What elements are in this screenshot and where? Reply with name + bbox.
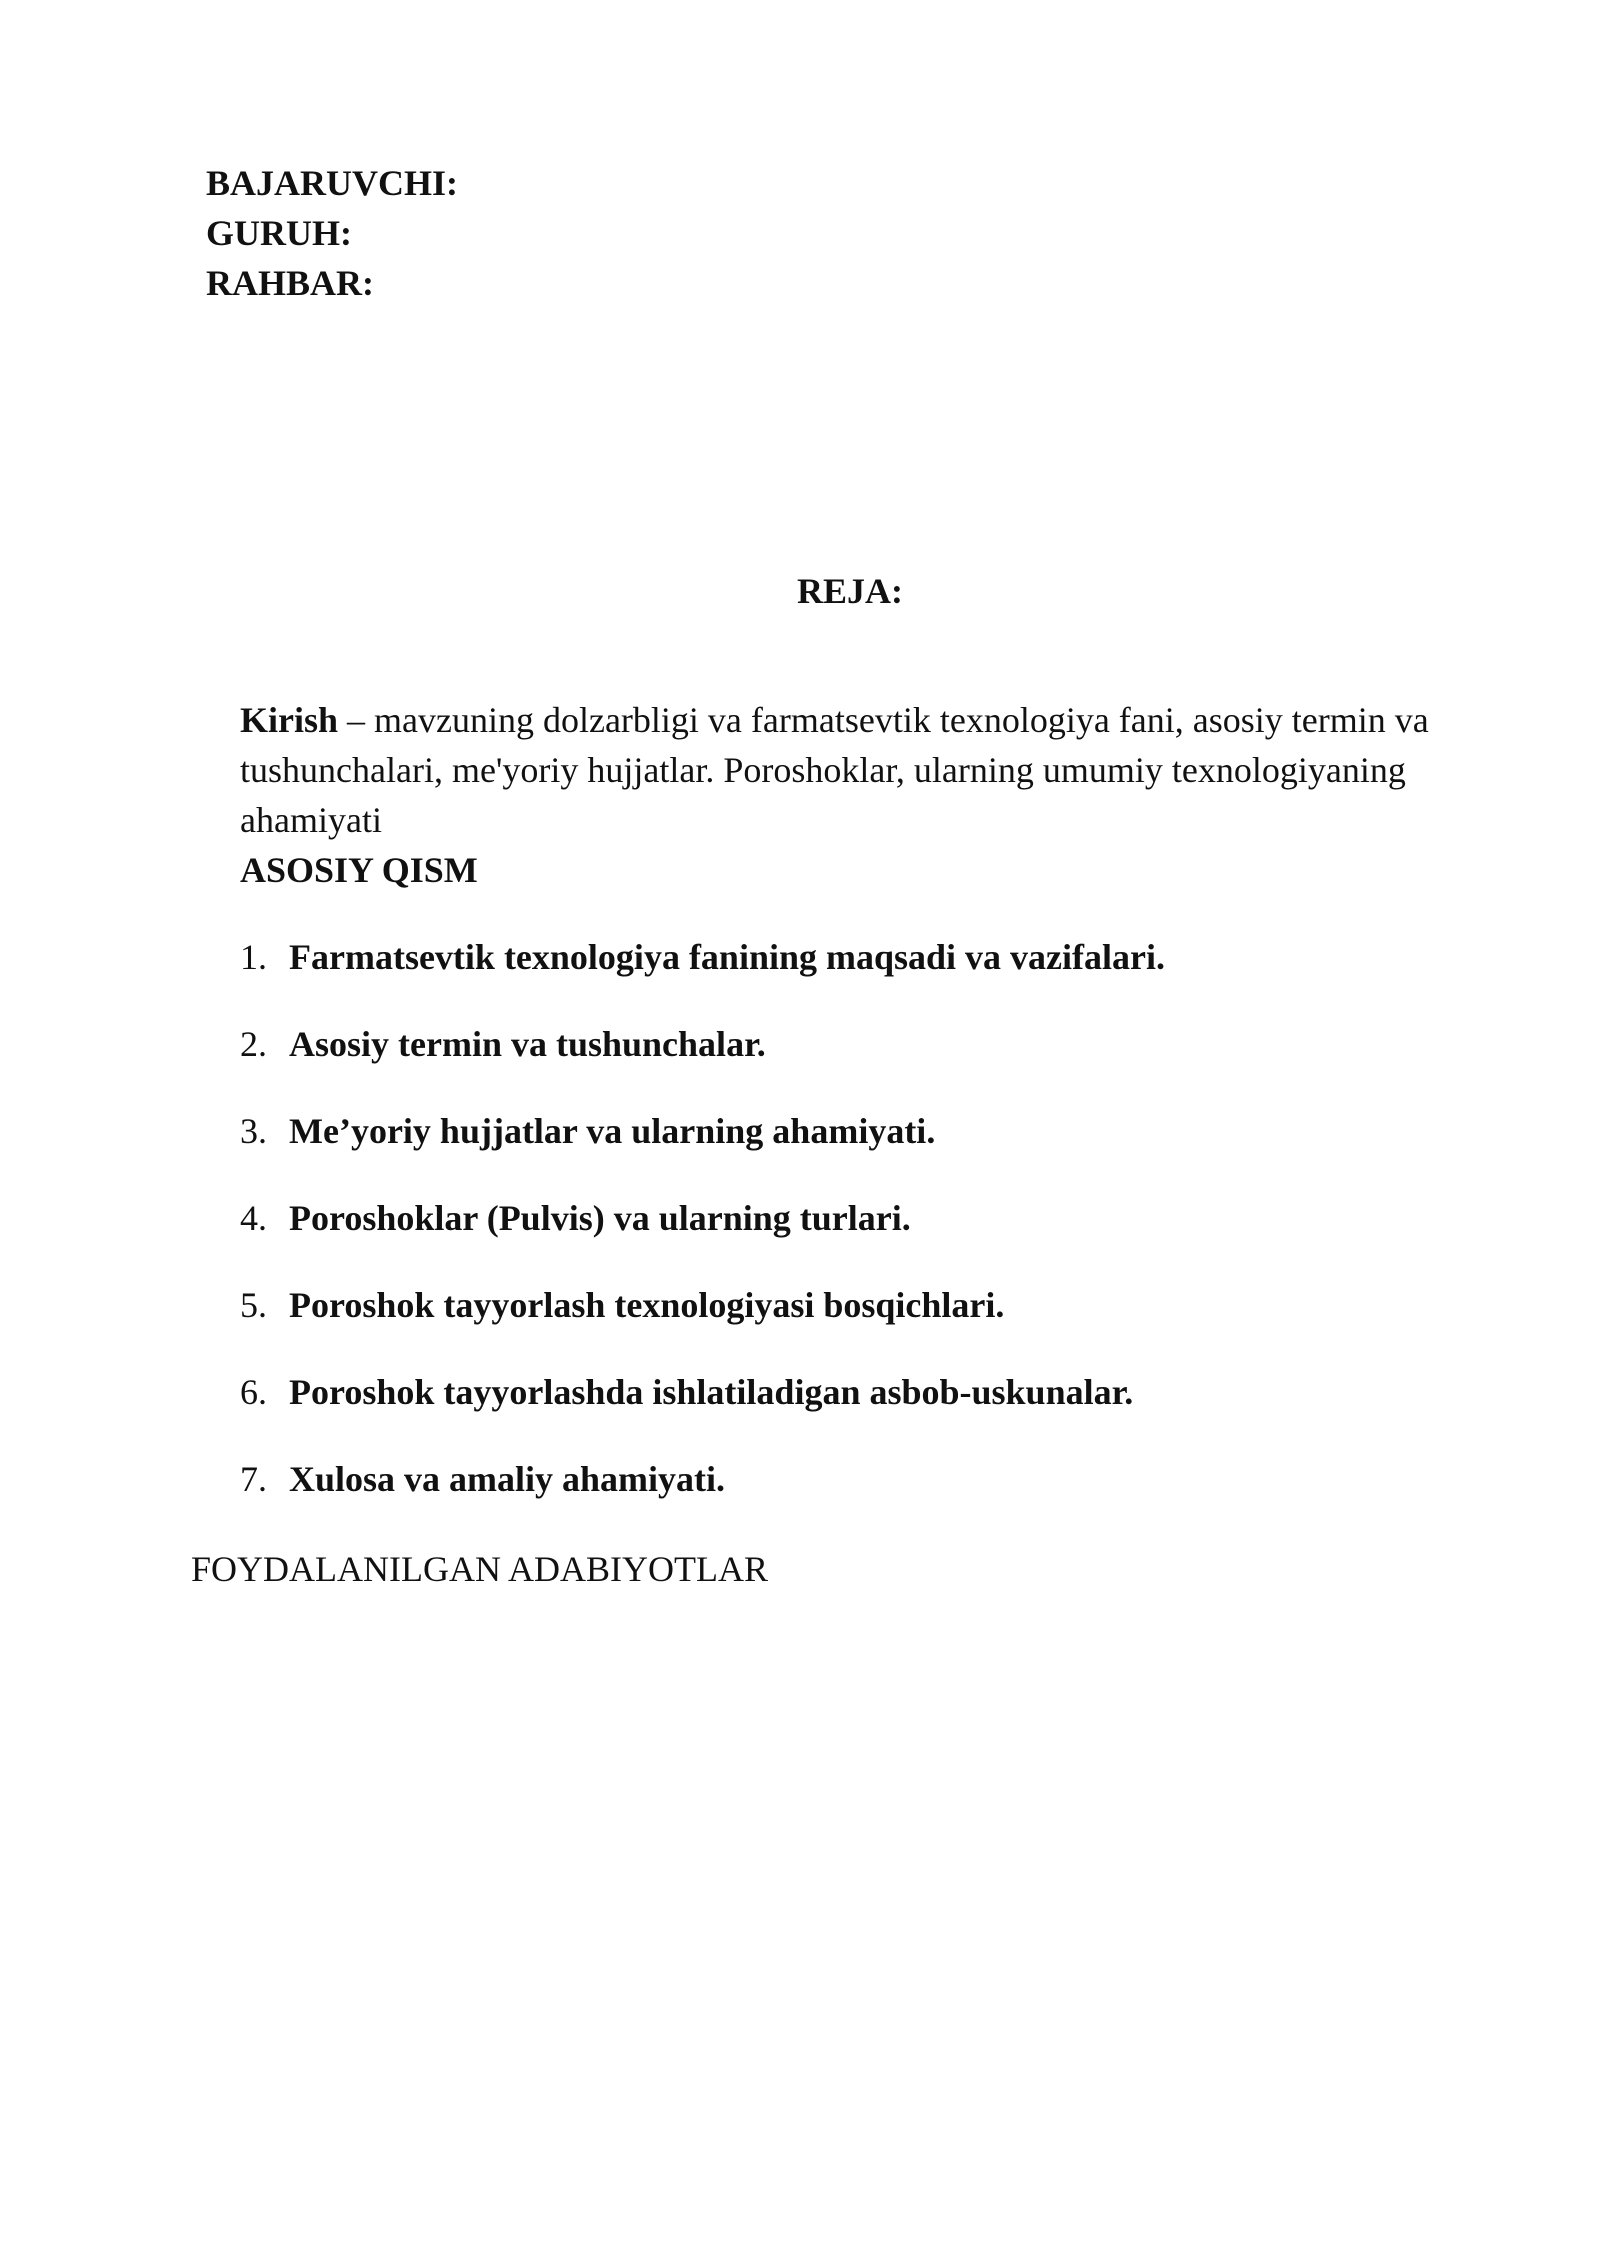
list-item-number: 2. [240, 1024, 267, 1064]
list-item-number: 7. [240, 1459, 267, 1499]
list-item [240, 1367, 1165, 1454]
list-item [240, 932, 1165, 1019]
group-label: GURUH: [206, 213, 352, 253]
intro-text: – mavzuning dolzarbligi va farmatsevtik texnologiya fani, asosiy termin va tushunchalari, me'yoriy hujjatlar. Poroshoklar, ularning umumiy texnologiyaning ahamiyati [240, 700, 1429, 840]
list-item-text: Asosiy termin va tushunchalar. [289, 1024, 766, 1064]
list-item-number: 5. [240, 1285, 267, 1325]
title-page-info [206, 158, 458, 308]
plan-list [240, 932, 1165, 1541]
list-item-text: Farmatsevtik texnologiya fanining maqsadi va vazifalari. [289, 937, 1165, 977]
main-part-heading: ASOSIY QISM [240, 850, 478, 890]
list-item [240, 1193, 1165, 1280]
list-item [240, 1019, 1165, 1106]
list-item [240, 1454, 1165, 1541]
list-item [240, 1106, 1165, 1193]
list-item [240, 1280, 1165, 1367]
list-item-number: 4. [240, 1198, 267, 1238]
supervisor-label: RAHBAR: [206, 263, 374, 303]
list-item-text: Poroshok tayyorlashda ishlatiladigan asbob-uskunalar. [289, 1372, 1134, 1412]
references-heading: FOYDALANILGAN ADABIYOTLAR [191, 1549, 768, 1589]
executor-label: BAJARUVCHI: [206, 163, 458, 203]
list-item-number: 1. [240, 937, 267, 977]
intro-paragraph [240, 695, 1500, 845]
list-item-text: Xulosa va amaliy ahamiyati. [289, 1459, 726, 1499]
plan-title: REJA: [797, 571, 903, 611]
list-item-number: 6. [240, 1372, 267, 1412]
list-item-text: Poroshok tayyorlash texnologiyasi bosqichlari. [289, 1285, 1005, 1325]
list-item-text: Me’yoriy hujjatlar va ularning ahamiyati. [289, 1111, 936, 1151]
list-item-text: Poroshoklar (Pulvis) va ularning turlari. [289, 1198, 911, 1238]
intro-label: Kirish [240, 700, 339, 740]
list-item-number: 3. [240, 1111, 267, 1151]
